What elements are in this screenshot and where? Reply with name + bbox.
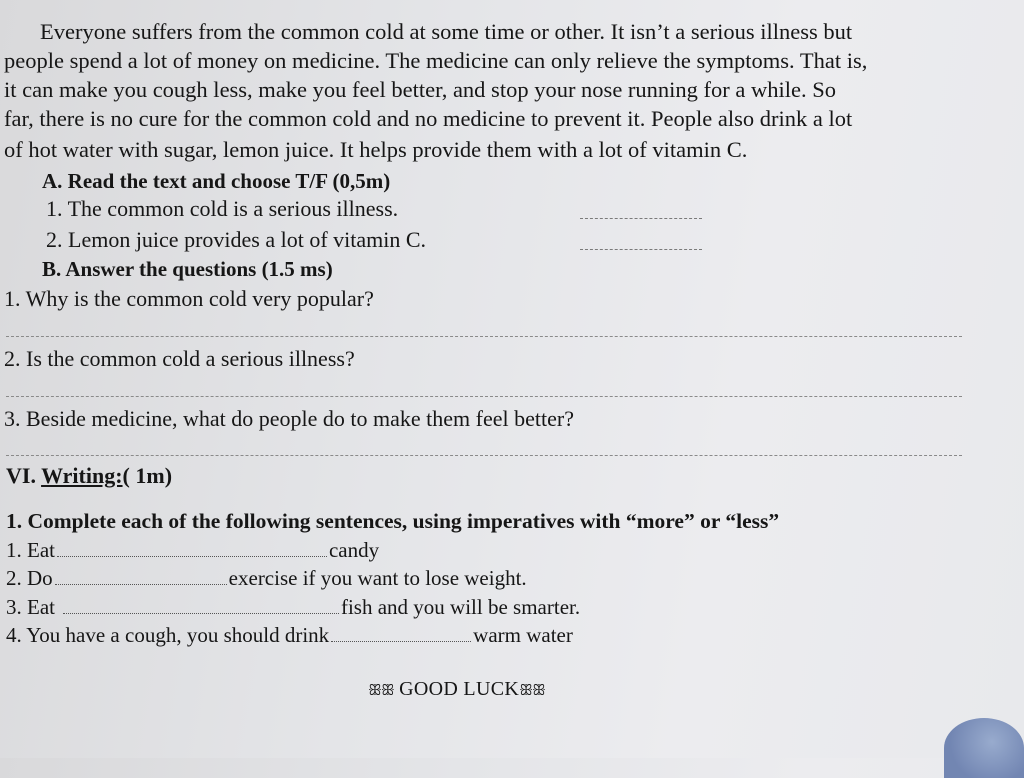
- answer-line-1[interactable]: [6, 336, 962, 337]
- question-1: 1. Why is the common cold very popular?: [4, 286, 374, 311]
- tf-item-1: 1. The common cold is a serious illness.: [46, 196, 399, 221]
- tf-answer-blank-1[interactable]: [580, 218, 702, 219]
- question-3: 3. Beside medicine, what do people do to make them feel better?: [4, 406, 574, 431]
- passage-line-1: Everyone suffers from the common cold at some time or other. It isn’t a serious illness but: [40, 19, 853, 44]
- sentence-3: [6, 593, 580, 621]
- section-a-heading: A. Read the text and choose T/F (0,5m): [42, 169, 391, 193]
- sentence-3-blank[interactable]: [63, 613, 339, 614]
- sentence-3-end: fish and you will be smarter.: [340, 595, 581, 619]
- sentence-4-start: 4. You have a cough, you should drink: [6, 623, 330, 647]
- sentence-2: [6, 564, 527, 592]
- tf-item-2: 2. Lemon juice provides a lot of vitamin C.: [46, 227, 427, 252]
- good-luck-text: GOOD LUCK: [399, 678, 520, 700]
- writing-heading-title: Writing:: [41, 463, 123, 488]
- writing-heading-suffix: ( 1m): [122, 463, 173, 488]
- sentence-4-end: warm water: [473, 623, 573, 647]
- ornament-right-icon: ꕥꕥ: [519, 681, 545, 699]
- good-luck-footer: [368, 678, 545, 701]
- sentence-1-blank[interactable]: [57, 556, 327, 557]
- sentence-3-start: 3. Eat: [6, 595, 55, 619]
- question-2: 2. Is the common cold a serious illness?: [4, 346, 355, 371]
- sentence-4-blank[interactable]: [331, 641, 471, 642]
- writing-heading: [6, 462, 172, 490]
- sentence-1-end: candy: [328, 538, 380, 562]
- writing-instruction: 1. Complete each of the following sentences, using imperatives with “more” or “less”: [6, 509, 780, 533]
- sentence-1-start: 1. Eat: [6, 538, 55, 562]
- sentence-4: [6, 621, 573, 649]
- section-b-heading: B. Answer the questions (1.5 ms): [42, 257, 333, 281]
- answer-line-3[interactable]: [6, 455, 962, 456]
- tf-answer-blank-2[interactable]: [580, 249, 702, 250]
- ornament-left-icon: ꕥꕥ: [368, 681, 394, 699]
- passage-line-5: of hot water with sugar, lemon juice. It helps provide them with a lot of vitamin C.: [4, 137, 748, 162]
- passage-line-4: far, there is no cure for the common cold and no medicine to prevent it. People also drink a lot: [4, 106, 853, 131]
- sentence-1: [6, 536, 379, 564]
- writing-heading-prefix: VI.: [6, 463, 42, 488]
- sentence-2-blank[interactable]: [55, 584, 227, 585]
- sentence-2-end: exercise if you want to lose weight.: [228, 566, 527, 590]
- sentence-2-start: 2. Do: [6, 566, 53, 590]
- answer-line-2[interactable]: [6, 396, 962, 397]
- passage-line-3: it can make you cough less, make you feel better, and stop your nose running for a while. So: [4, 77, 837, 102]
- passage-line-2: people spend a lot of money on medicine. The medicine can only relieve the symptoms. That is,: [4, 48, 868, 73]
- floating-assistant-icon[interactable]: [944, 718, 1024, 778]
